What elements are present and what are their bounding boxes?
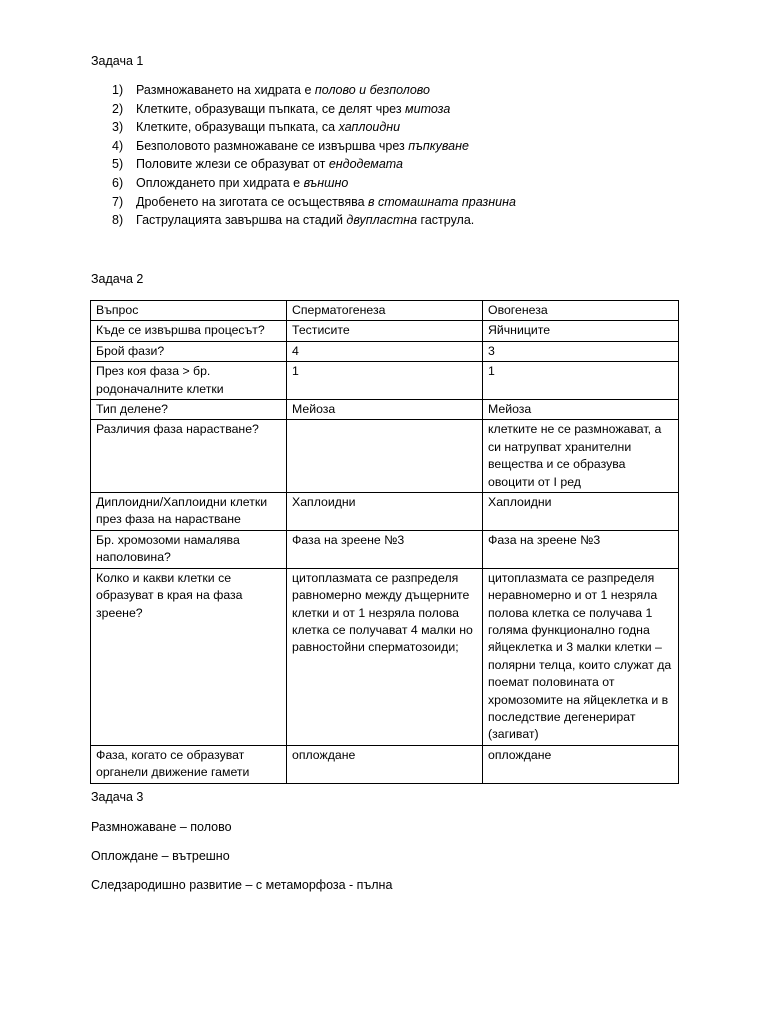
table-cell: цитоплазмата се разпределя неравномерно и от 1 незряла полова клетка се получава 1 голяма функционално годна яйцеклетка и 3 малки клетки – полярни телца, които служат да поемат половината от хромозомите на яйцеклетка и в последствие дегенерират (загиват) — [483, 568, 679, 745]
table-cell: клетките не се размножават, а си натрупват хранителни вещества и се образува овоцити от I ред — [483, 420, 679, 493]
task1-heading: Задача 1 — [91, 54, 144, 68]
list-item — [112, 174, 516, 193]
item-text: Оплождането при хидрата е — [136, 175, 304, 190]
header-oogenesis: Овогенеза — [483, 301, 679, 321]
table-cell — [287, 420, 483, 493]
item-answer: двупластна — [346, 213, 418, 228]
item-answer: хаплоидни — [338, 120, 401, 135]
table-cell: Яйчниците — [483, 321, 679, 341]
table-cell: оплождане — [483, 745, 679, 783]
item-text: Безполовото размножаване се извършва чрез — [136, 138, 409, 153]
table-row — [91, 493, 679, 531]
table-cell: Фаза на зреене №3 — [287, 530, 483, 568]
list-item — [112, 100, 516, 119]
item-number: 2) — [112, 101, 124, 116]
item-text: Клетките, образуващи пъпката, са — [136, 120, 339, 135]
table-row — [91, 568, 679, 745]
item-number: 8) — [112, 213, 124, 228]
header-question: Въпрос — [91, 301, 287, 321]
task3-line-fertilization: Оплождане – вътрешно — [91, 849, 230, 863]
table-row — [91, 745, 679, 783]
task1-list — [112, 81, 516, 230]
item-text: Дробенето на зиготата се осъществява — [136, 194, 369, 209]
header-spermatogenesis: Сперматогенеза — [287, 301, 483, 321]
item-answer: в стомашната празнина — [368, 194, 516, 209]
table-row — [91, 362, 679, 400]
list-item — [112, 118, 516, 137]
table-cell: Тип делене? — [91, 400, 287, 420]
item-answer: външно — [303, 175, 349, 190]
task3-line-reproduction: Размножаване – полово — [91, 820, 232, 834]
item-number: 6) — [112, 175, 124, 190]
task3-line-development: Следзародишно развитие – с метаморфоза - пълна — [91, 878, 393, 892]
table-cell: оплождане — [287, 745, 483, 783]
table-row — [91, 321, 679, 341]
task3-heading: Задача 3 — [91, 790, 144, 804]
list-item — [112, 193, 516, 212]
table-cell: 4 — [287, 341, 483, 361]
item-text: Клетките, образуващи пъпката, се делят чрез — [136, 101, 406, 116]
table-cell: 1 — [287, 362, 483, 400]
table-cell: Колко и какви клетки се образуват в края на фаза зреене? — [91, 568, 287, 745]
table-cell: През коя фаза > бр. родоначалните клетки — [91, 362, 287, 400]
table-row — [91, 341, 679, 361]
item-answer: полово и безполово — [314, 83, 430, 97]
table-cell: 1 — [483, 362, 679, 400]
table-cell: цитоплазмата се разпределя равномерно между дъщерните клетки и от 1 незряла полова клетка се получават 4 малки но равностойни сперматозоиди; — [287, 568, 483, 745]
table-row — [91, 530, 679, 568]
table-cell: Тестисите — [287, 321, 483, 341]
list-item — [112, 81, 516, 100]
table-cell: Хаплоидни — [287, 493, 483, 531]
item-text: Размножаването на хидрата е — [136, 83, 315, 97]
item-answer: митоза — [405, 101, 451, 116]
list-item — [112, 211, 516, 230]
item-number: 5) — [112, 157, 124, 172]
table-header-row — [91, 301, 679, 321]
table-cell: Хаплоидни — [483, 493, 679, 531]
item-answer: ендодемата — [328, 157, 404, 172]
comparison-table — [90, 300, 679, 784]
list-item — [112, 137, 516, 156]
table-cell: Фаза, когато се образуват органели движение гамети — [91, 745, 287, 783]
table-cell: Брой фази? — [91, 341, 287, 361]
table-cell: Къде се извършва процесът? — [91, 321, 287, 341]
table-cell: Диплоидни/Хаплоидни клетки през фаза на нарастване — [91, 493, 287, 531]
table-row — [91, 420, 679, 493]
table-cell: Бр. хромозоми намалява наполовина? — [91, 530, 287, 568]
list-item — [112, 155, 516, 174]
item-number: 4) — [112, 138, 124, 153]
table-row — [91, 400, 679, 420]
item-number: 7) — [112, 194, 124, 209]
table-cell: Фаза на зреене №3 — [483, 530, 679, 568]
item-number: 3) — [112, 120, 124, 135]
table-cell: Различия фаза нарастване? — [91, 420, 287, 493]
item-number: 1) — [112, 83, 124, 97]
item-text: Гаструлацията завършва на стадий — [136, 213, 347, 228]
table-cell: 3 — [483, 341, 679, 361]
table-cell: Мейоза — [287, 400, 483, 420]
task2-heading: Задача 2 — [91, 272, 144, 286]
item-answer: пъпкуване — [408, 138, 469, 153]
table-cell: Мейоза — [483, 400, 679, 420]
item-tail: гаструла. — [417, 213, 475, 228]
item-text: Половите жлези се образуват от — [136, 157, 329, 172]
